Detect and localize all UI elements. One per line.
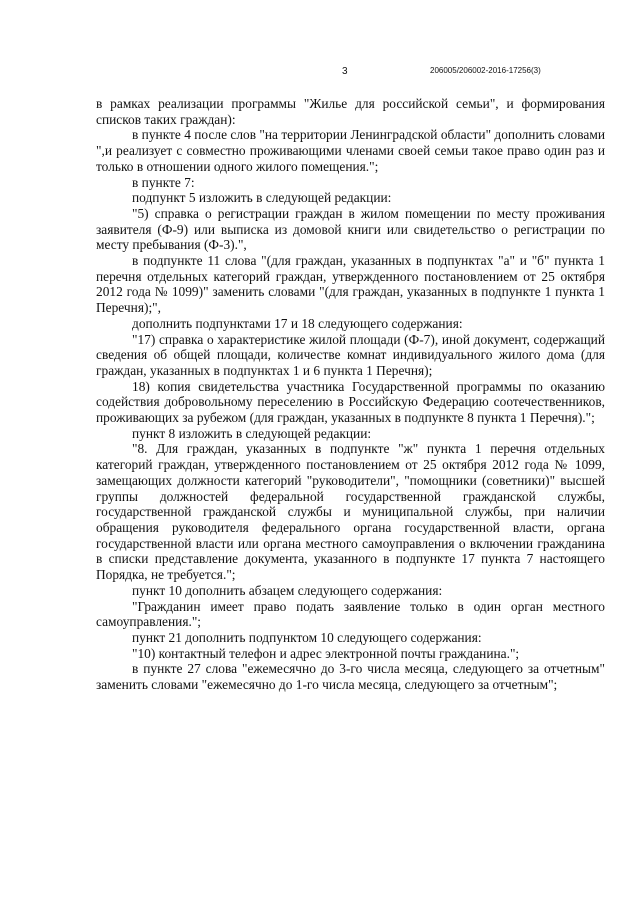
paragraph: "8. Для граждан, указанных в подпункте "ж" пункта 1 перечня отдельных категорий граждан, утвержденного постановлением от 25 октября 2012 года № 1099, замещающих должности категорий "руководители", "помощники (советники)" высшей группы должностей федеральной государственной гражданской службы, государственной гражданской службы и муниципальной службы, при наличии обращения руководителя федерального органа государственной власти, органа государственной власти или органа местного самоуправления о включении гражданина в списки представление документа, указанного в подпункте 17 пункта 7 настоящего Порядка, не требуется."; bbox=[96, 441, 605, 583]
paragraph: дополнить подпунктами 17 и 18 следующего содержания: bbox=[132, 315, 463, 331]
paragraph: пункт 21 дополнить подпунктом 10 следующего содержания: bbox=[132, 629, 482, 645]
document-body bbox=[96, 96, 605, 693]
document-id: 206005/206002-2016-17256(3) bbox=[430, 66, 541, 75]
page-number: 3 bbox=[342, 66, 348, 77]
paragraph: "5) справка о регистрации граждан в жилом помещении по месту проживания заявителя (Ф-9) или выписка из домовой книги или свидетельство о регистрации по месту пребывания (Ф-3).", bbox=[96, 205, 605, 253]
paragraph: подпункт 5 изложить в следующей редакции: bbox=[132, 190, 392, 206]
paragraph: "Гражданин имеет право подать заявление только в один орган местного самоуправления."; bbox=[96, 598, 605, 630]
paragraph: пункт 10 дополнить абзацем следующего содержания: bbox=[132, 582, 443, 598]
paragraph: "17) справка о характеристике жилой площади (Ф-7), иной документ, содержащий сведения об общей площади, количестве комнат индивидуального жилого дома (для граждан, указанных в подпунктах 1 и 6 пункта 1 Перечня); bbox=[96, 331, 605, 378]
paragraph: в пункте 27 слова "ежемесячно до 3-го числа месяца, следующего за отчетным" заменить словами "ежемесячно до 1-го числа месяца, следующего за отчетным"; bbox=[96, 661, 605, 693]
paragraph: в пункте 4 после слов "на территории Ленинградской области" дополнить словами ",и реализует с совместно проживающими членами своей семьи такое право один раз и только в отношении одного жилого помещения."; bbox=[96, 127, 605, 174]
paragraph: в подпункте 11 слова "(для граждан, указанных в подпунктах "а" и "б" пункта 1 перечня отдельных категорий граждан, утвержденного постановлением от 25 октября 2012 года № 1099)" заменить словами "(для граждан, указанных в подпункте 1 пункта 1 Перечня);", bbox=[96, 253, 605, 316]
paragraph: в пункте 7: bbox=[132, 174, 195, 190]
paragraph: пункт 8 изложить в следующей редакции: bbox=[132, 425, 372, 441]
paragraph: 18) копия свидетельства участника Государственной программы по оказанию содействия добровольному переселению в Российскую Федерацию соотечественников, проживающих за рубежом (для граждан, указанных в подпункте 8 пункта 1 Перечня)."; bbox=[96, 378, 605, 426]
paragraph: "10) контактный телефон и адрес электронной почты гражданина."; bbox=[132, 645, 520, 661]
paragraph: в рамках реализации программы "Жилье для российской семьи", и формирования списков таких граждан): bbox=[96, 96, 605, 127]
